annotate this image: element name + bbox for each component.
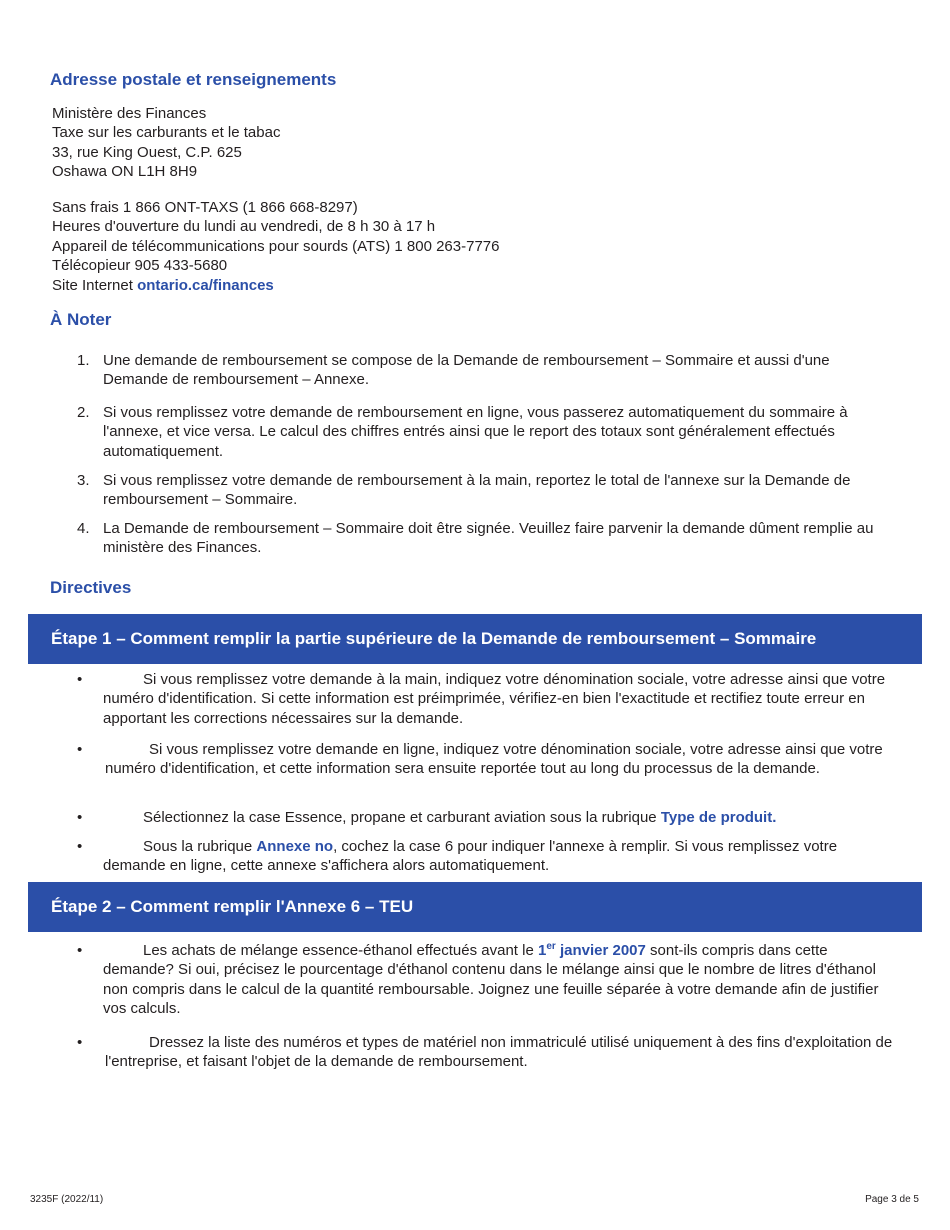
note-text: Une demande de remboursement se compose de la Demande de remboursement – Sommaire et aussi d'une Demande de remboursement – Annexe. xyxy=(103,352,830,389)
bullet-text: Dressez la liste des numéros et types de matériel non immatriculé utilisé uniquement à des fins d'exploitation de l'entreprise, et faisant l'objet de la demande de remboursement. xyxy=(105,1034,893,1071)
bullet-icon: • xyxy=(77,1034,83,1051)
step1-bullet-3 xyxy=(77,808,897,827)
notes-heading: À Noter xyxy=(50,310,112,329)
note-number: 4. xyxy=(77,520,90,537)
address-line: Oshawa ON L1H 8H9 xyxy=(52,163,198,181)
tty-line: Appareil de télécommunications pour sourds (ATS) 1 800 263-7776 xyxy=(52,237,500,255)
step1-bullet-1 xyxy=(77,670,897,728)
website-line xyxy=(52,276,499,295)
date-rest: janvier 2007 xyxy=(555,942,646,959)
hours-line: Heures d'ouverture du lundi au vendredi, de 8 h 30 à 17 h xyxy=(52,218,436,236)
fax-line: Télécopieur 905 433-5680 xyxy=(52,257,228,275)
schedule-no-link: Annexe no xyxy=(256,838,334,855)
note-number: 2. xyxy=(77,404,90,421)
website-link[interactable]: ontario.ca/finances xyxy=(137,276,274,294)
note-item xyxy=(77,519,877,558)
step1-bullet-4 xyxy=(77,837,897,876)
step1-bullet-2 xyxy=(77,740,897,779)
bullet-text: , cochez la case 6 pour indiquer l'annexe à remplir. Si vous remplissez votre demande en ligne, cette annexe s'affichera alors automatiquement. xyxy=(103,838,838,875)
bullet-text: Si vous remplissez votre demande à la main, indiquez votre dénomination sociale, votre adresse ainsi que votre numéro d'identification. Si cette information est préimprimée, vérifiez-en bien l'exactitude et rectifiez toute erreur en apportant les corrections nécessaires sur la demande. xyxy=(103,671,886,727)
page-number: Page 3 de 5 xyxy=(865,1194,919,1205)
bullet-icon: • xyxy=(77,942,83,959)
mailing-address xyxy=(52,104,280,182)
date-day: 1 xyxy=(538,942,547,959)
contact-heading: Adresse postale et renseignements xyxy=(50,70,337,89)
address-line: 33, rue King Ouest, C.P. 625 xyxy=(52,143,242,161)
bullet-text: Les achats de mélange essence-éthanol effectués avant le xyxy=(143,942,538,959)
date-highlight xyxy=(538,942,646,959)
step2-bullet-1 xyxy=(77,941,897,1019)
directives-heading: Directives xyxy=(50,578,132,597)
contact-info xyxy=(52,198,499,295)
product-type-link: Type de produit. xyxy=(660,809,777,826)
bullet-text: sont-ils compris dans cette demande? Si oui, précisez le pourcentage d'éthanol contenu dans le mélange ainsi que le nombre de litres d'éthanol non compris dans le calcul de la quantité remboursable. Joignez une feuille séparée à votre demande afin de justifier vos calculs. xyxy=(103,942,879,1018)
note-item xyxy=(77,351,877,390)
address-line: Taxe sur les carburants et le tabac xyxy=(52,124,281,142)
bullet-text: Sélectionnez la case Essence, propane et carburant aviation sous la rubrique xyxy=(143,809,661,826)
bullet-icon: • xyxy=(77,741,83,758)
note-text: Si vous remplissez votre demande de remboursement en ligne, vous passerez automatiquement du sommaire à l'annexe, et vice versa. Le calcul des chiffres entrés ainsi que le report des totaux sont généralement effectués automatiquement. xyxy=(103,404,848,460)
bullet-icon: • xyxy=(77,671,83,688)
date-ordinal: er xyxy=(546,941,556,952)
bullet-text: Si vous remplissez votre demande en ligne, indiquez votre dénomination sociale, votre adresse ainsi que votre numéro d'identification, et cette information sera ensuite reportée tout au long du processus de la demande. xyxy=(105,741,883,778)
step1-banner: Étape 1 – Comment remplir la partie supérieure de la Demande de remboursement – Sommaire xyxy=(28,614,922,664)
note-number: 1. xyxy=(77,352,90,369)
note-text: Si vous remplissez votre demande de remboursement à la main, reportez le total de l'annexe sur la Demande de remboursement – Sommaire. xyxy=(103,472,851,509)
bullet-text: Sous la rubrique xyxy=(143,838,257,855)
bullet-icon: • xyxy=(77,838,83,855)
website-label: Site Internet xyxy=(52,276,138,294)
note-number: 3. xyxy=(77,472,90,489)
note-text: La Demande de remboursement – Sommaire doit être signée. Veuillez faire parvenir la demande dûment remplie au ministère des Finances. xyxy=(103,520,874,557)
note-item xyxy=(77,471,877,510)
note-item xyxy=(77,403,877,461)
address-line: Ministère des Finances xyxy=(52,105,207,122)
bullet-icon: • xyxy=(77,809,83,826)
form-code: 3235F (2022/11) xyxy=(30,1194,104,1205)
step2-bullet-2 xyxy=(77,1033,897,1072)
step2-banner: Étape 2 – Comment remplir l'Annexe 6 – TEU xyxy=(28,882,922,932)
toll-free-line: Sans frais 1 866 ONT-TAXS (1 866 668-8297) xyxy=(52,199,358,216)
